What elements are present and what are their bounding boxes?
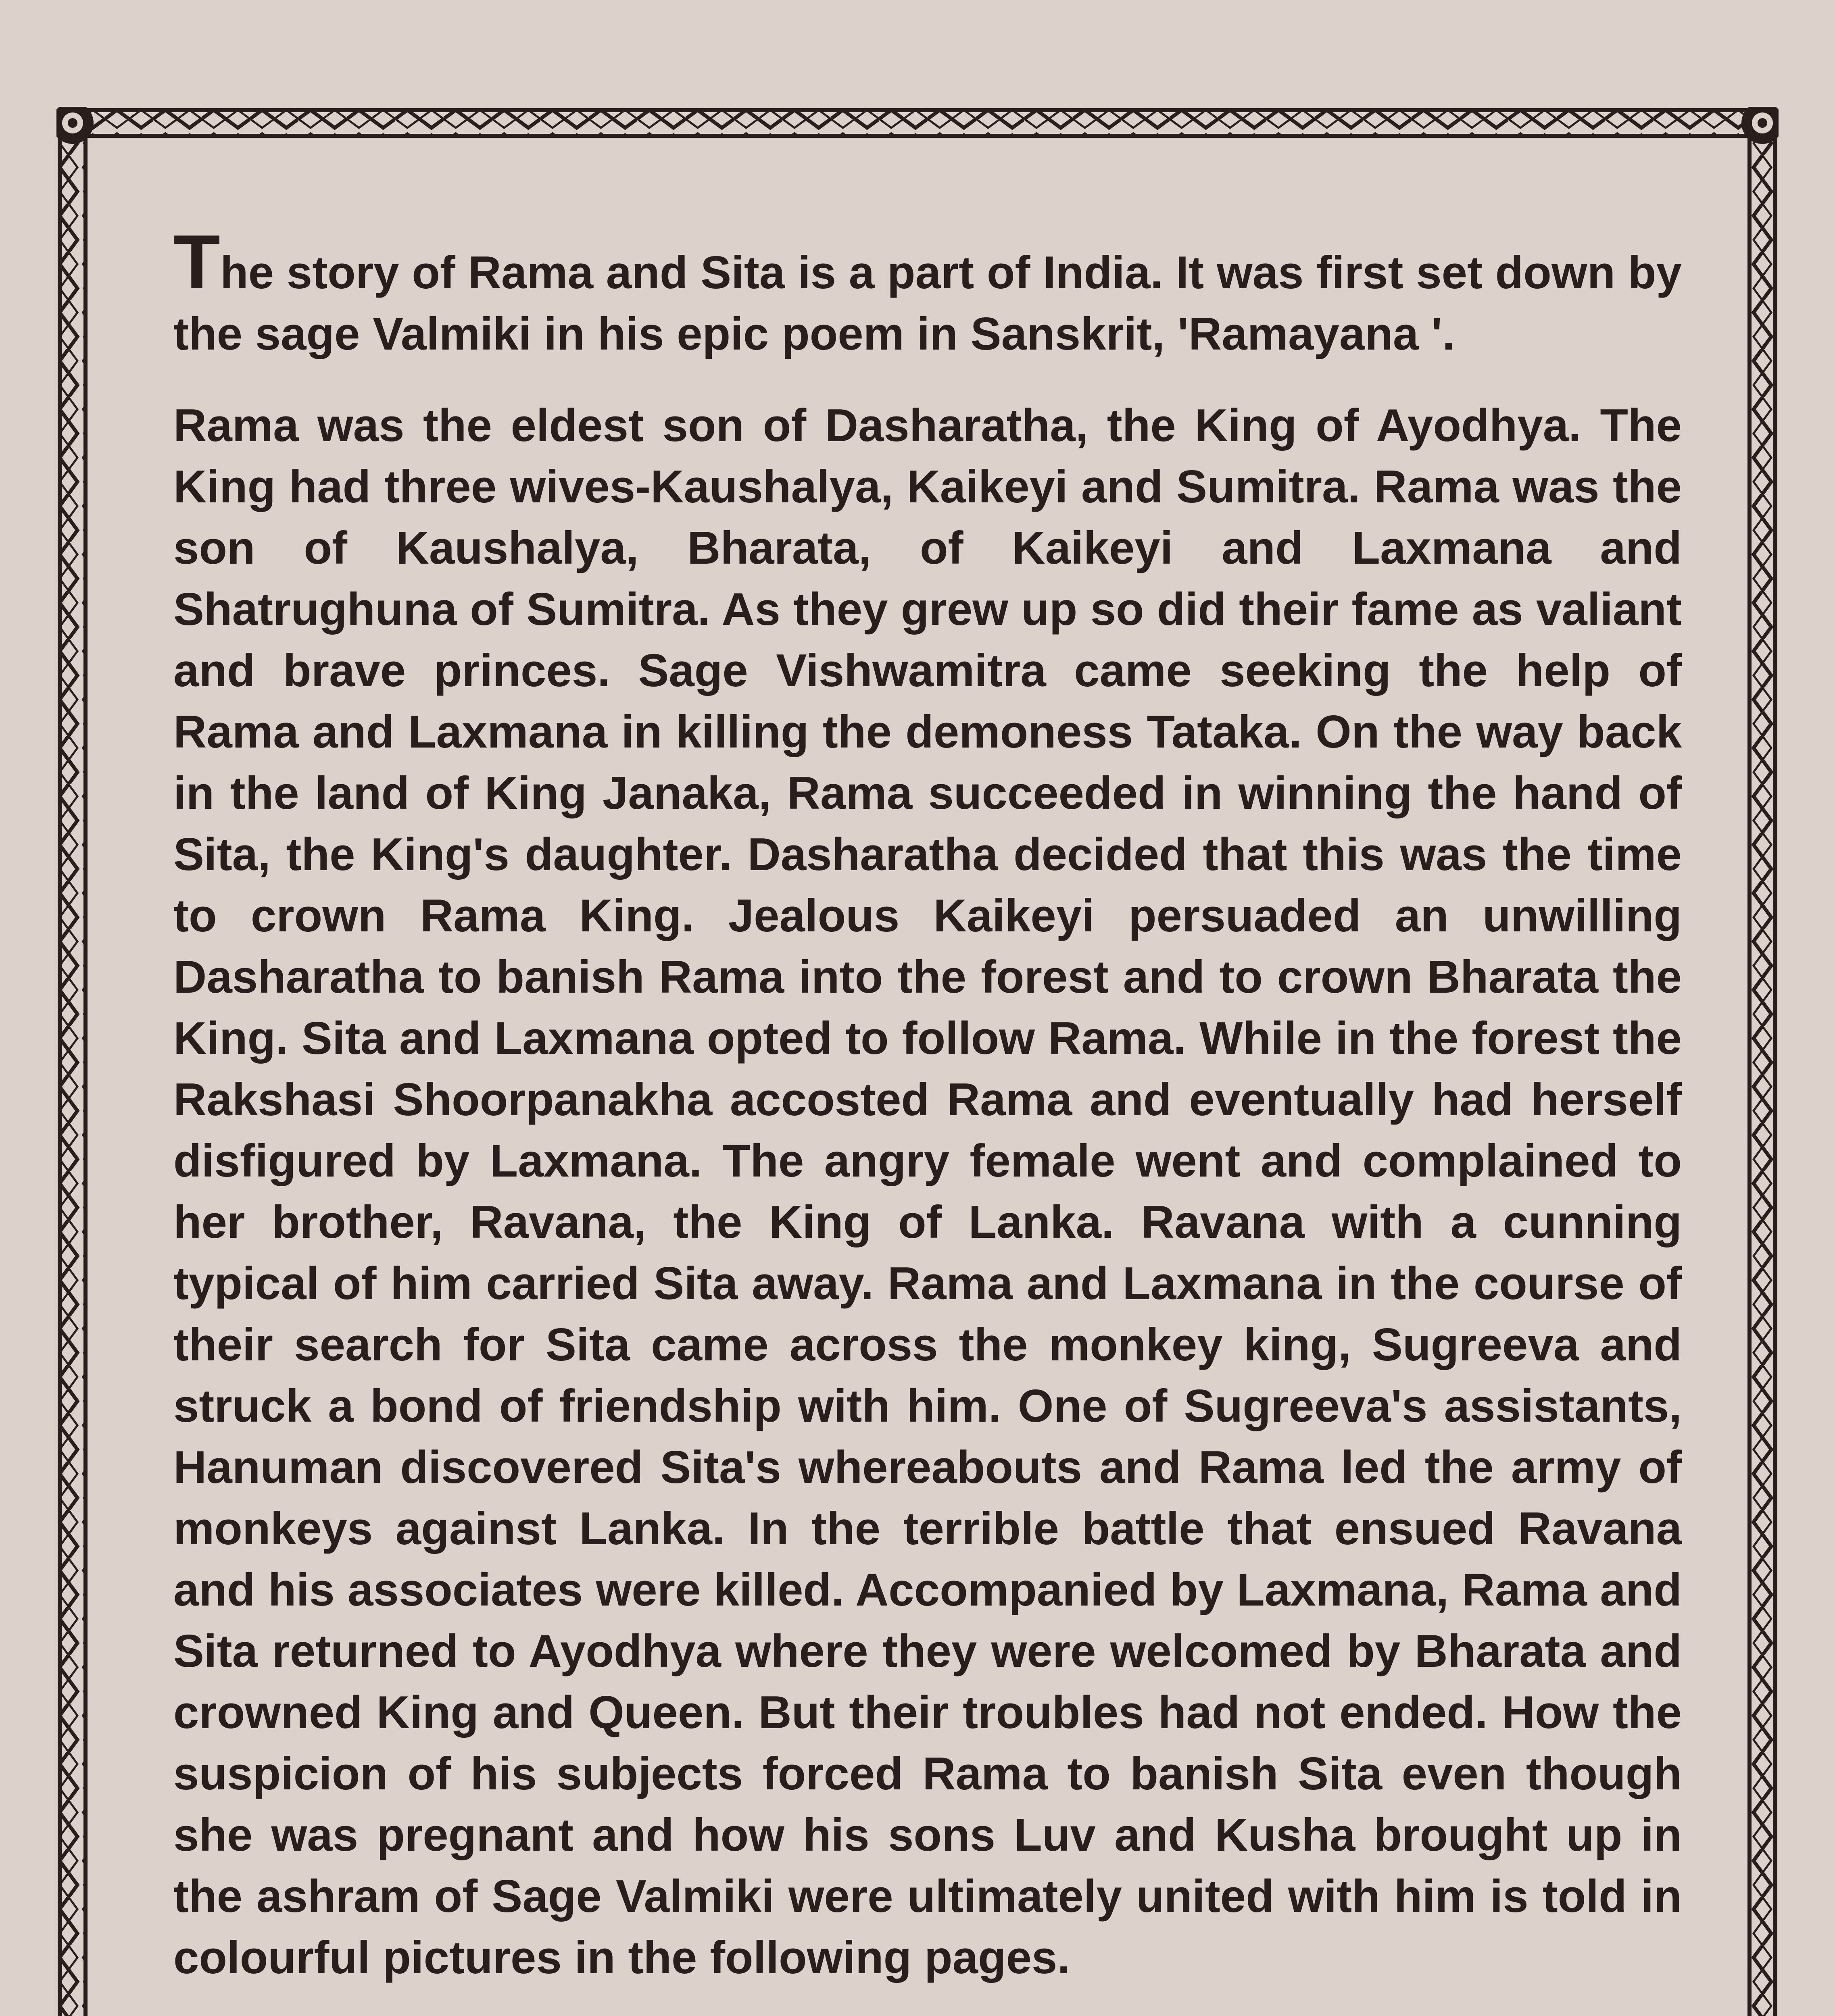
intro-text: he story of Rama and Sita is a part of India. It was first set down by the sage Valmiki in his epic poem in Sanskrit, 'Ramayana '.	[173, 247, 1682, 360]
story-text	[173, 219, 1682, 1989]
intro-paragraph	[173, 219, 1682, 365]
drop-cap: T	[173, 219, 221, 305]
summary-paragraph: Rama was the eldest son of Dasharatha, the King of Ayodhya. The King had three wives-Kaushalya, Kaikeyi and Sumitra. Rama was the son of Kaushalya, Bharata, of Kaikeyi and Laxmana and Shatrughuna of Sumitra. As they grew up so did their fame as valiant and brave princes. Sage Vishwamitra came seeking the help of Rama and Laxmana in killing the demoness Tataka. On the way back in the land of King Janaka, Rama succeeded in winning the hand of Sita, the King's daughter. Dasharatha decided that this was the time to crown Rama King. Jealous Kaikeyi persuaded an unwilling Dasharatha to banish Rama into the forest and to crown Bharata the King. Sita and Laxmana opted to follow Rama. While in the forest the Rakshasi Shoorpanakha accosted Rama and eventually had herself disfigured by Laxmana. The angry female went and complained to her brother, Ravana, the King of Lanka. Ravana with a cunning typical of him carried Sita away. Rama and Laxmana in the course of their search for Sita came across the monkey king, Sugreeva and struck a bond of friendship with him. One of Sugreeva's assistants, Hanuman discovered Sita's whereabouts and Rama led the army of monkeys against Lanka. In the terrible battle that ensued Ravana and his associates were killed. Accompanied by Laxmana, Rama and Sita returned to Ayodhya where they were welcomed by Bharata and crowned King and Queen. But their troubles had not ended. How the suspicion of his subjects forced Rama to banish Sita even though she was pregnant and how his sons Luv and Kusha brought up in the ashram of Sage Valmiki were ultimately united with him is told in colourful pictures in the following pages.	[173, 400, 1682, 1983]
